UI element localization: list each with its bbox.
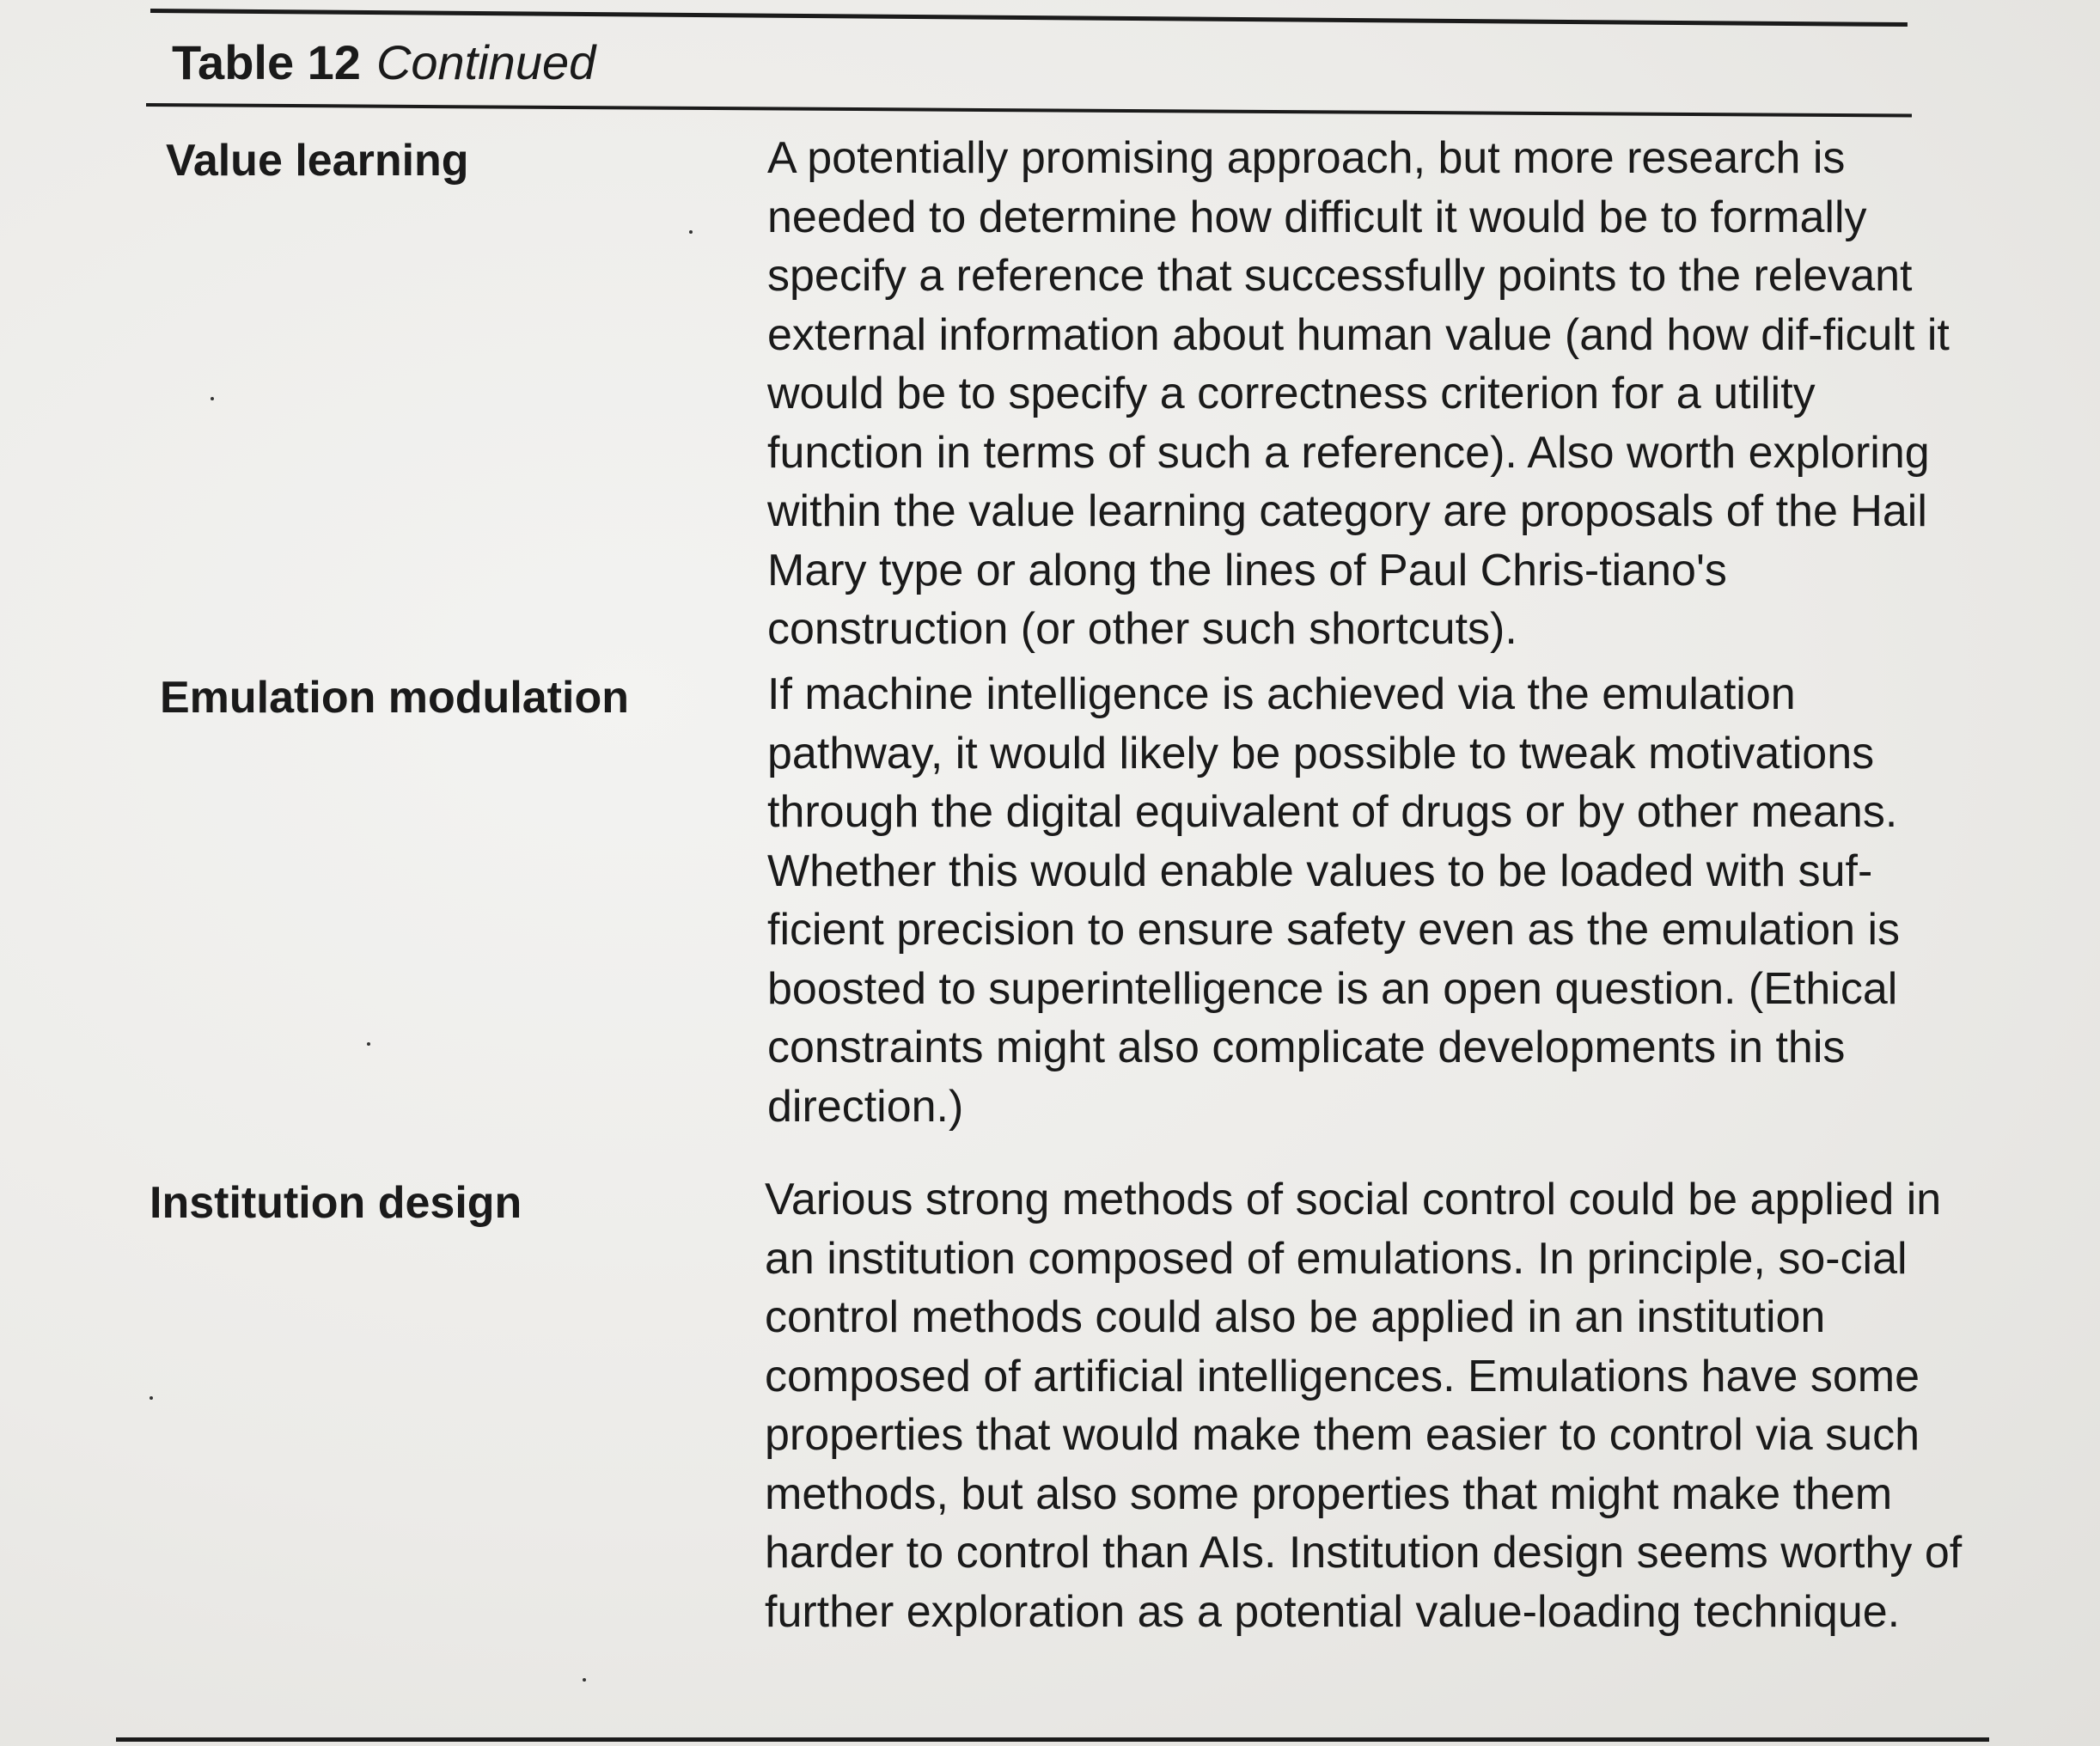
table-caption <box>172 33 595 93</box>
header-rule <box>146 103 1912 118</box>
row-label-institution-design: Institution design <box>150 1178 522 1228</box>
row-description-value-learning: A potentially promising approach, but more research is needed to determine how difficult it would be to formally specify a reference that successfully points to the relevant external information about human value (and how dif-ficult it would be to specify a correctness criterion for a utility function in terms of such a reference). Also worth exploring within the value learning category are proposals of the Hail Mary type or along the lines of Paul Chris-tiano's construction (or other such shortcuts). <box>767 133 1950 654</box>
paper-speck <box>150 1396 153 1400</box>
paper-speck <box>583 1678 586 1682</box>
row-label-emulation-modulation: Emulation modulation <box>160 673 629 723</box>
top-rule <box>150 9 1908 27</box>
paper-speck <box>211 397 214 400</box>
table-continued-label: Continued <box>375 35 596 89</box>
table-number: Table 12 <box>172 35 361 89</box>
row-description-emulation-modulation: If machine intelligence is achieved via the emulation pathway, it would likely be possible to tweak motivations through the digital equivalent of drugs or by other means. Whether this would enable values to be loaded with suf-ficient precision to ensure safety even as the emulation is boosted to superintelligence is an open question. (Ethical constraints might also complicate developments in this direction.) <box>767 669 1901 1132</box>
bottom-rule <box>116 1737 1989 1742</box>
paper-speck <box>689 230 693 234</box>
row-label-value-learning: Value learning <box>166 136 469 186</box>
row-description-institution-design: Various strong methods of social control could be applied in an institution composed of emulations. In principle, so-cial control methods could also be applied in an institution composed of artificial intelligences. Emulations have some properties that would make them easier to control via such methods, but also some properties that might make them harder to control than AIs. Institution design seems worthy of further exploration as a potential value-loading technique. <box>765 1175 1963 1637</box>
paper-speck <box>367 1042 370 1046</box>
